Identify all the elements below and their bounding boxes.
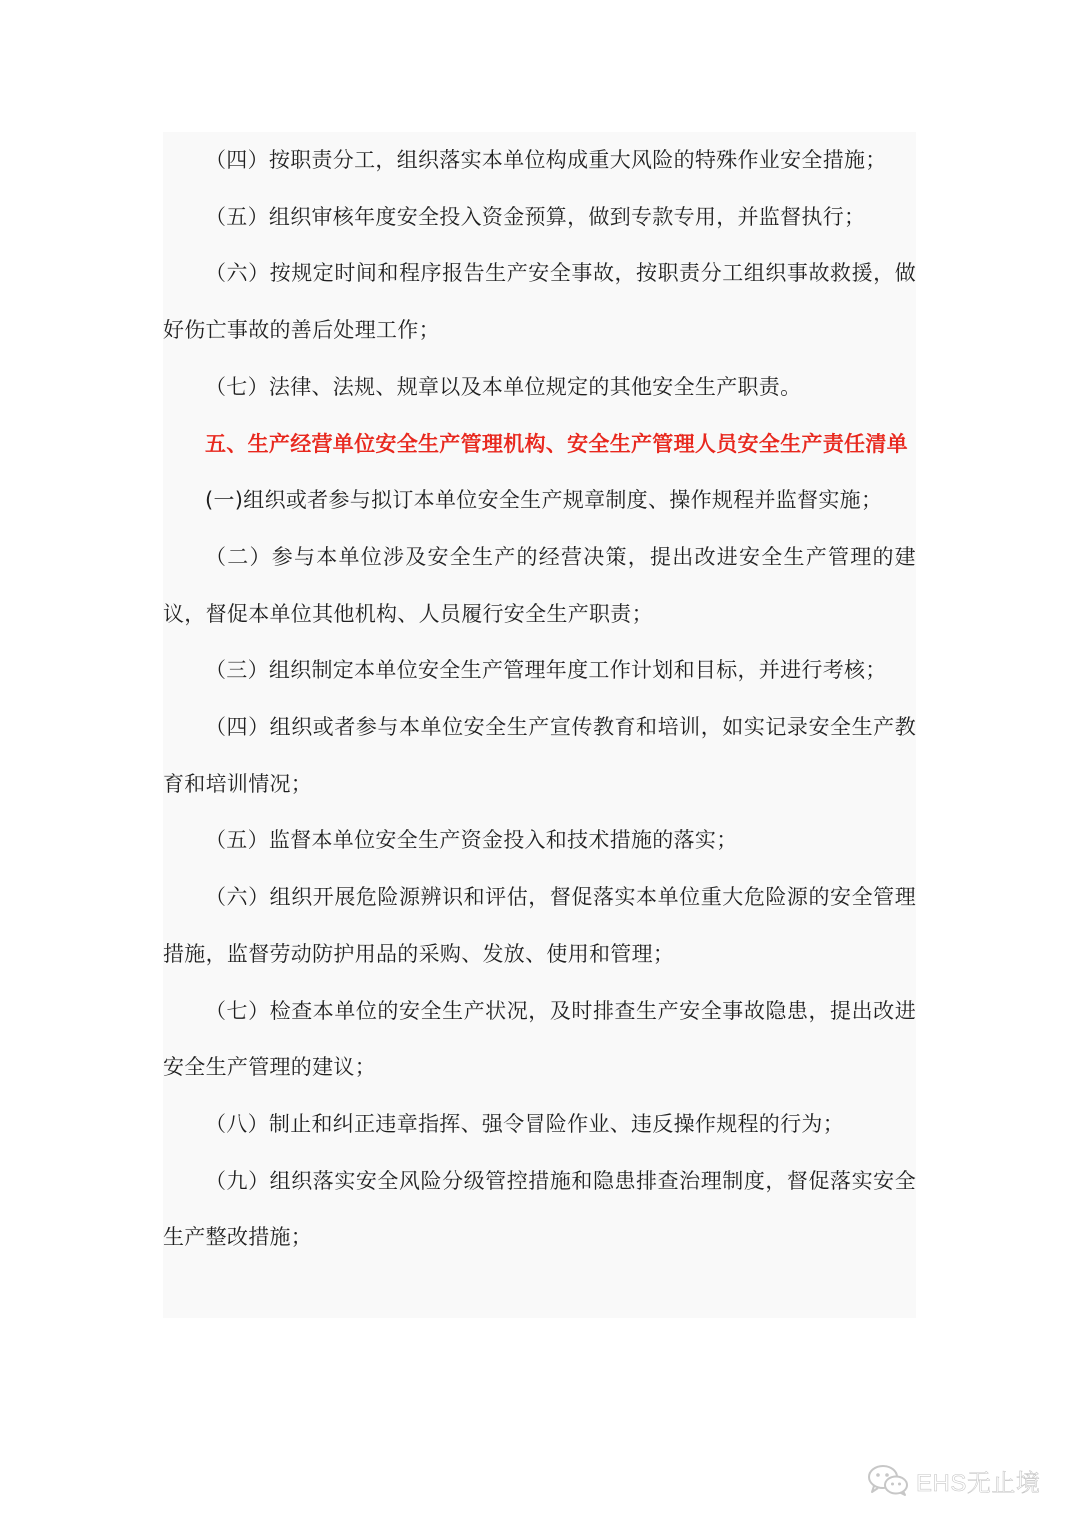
paragraph-4: （四）按职责分工，组织落实本单位构成重大风险的特殊作业安全措施； <box>205 148 887 172</box>
list-item-2: （二）参与本单位涉及安全生产的经营决策，提出改进安全生产管理的建议，督促本单位其他机构、人员履行安全生产职责； <box>163 544 916 626</box>
list-item-6: （六）组织开展危险源辨识和评估，督促落实本单位重大危险源的安全管理措施，监督劳动防护用品的采购、发放、使用和管理； <box>163 885 916 966</box>
list-item-5: （五）监督本单位安全生产资金投入和技术措施的落实； <box>205 828 738 853</box>
list-item-8: （八）制止和纠正违章指挥、强令冒险作业、违反操作规程的行为； <box>205 1111 844 1136</box>
document-content <box>163 132 916 1266</box>
list-item-4: （四）组织或者参与本单位安全生产宣传教育和培训，如实记录安全生产教育和培训情况； <box>163 715 916 796</box>
document-page <box>163 132 916 1318</box>
watermark-text: EHS无止境 <box>916 1469 1041 1497</box>
list-item-9: （九）组织落实安全风险分级管控措施和隐患排查治理制度，督促落实安全生产整改措施； <box>163 1168 916 1250</box>
list-item-7: （七）检查本单位的安全生产状况，及时排查生产安全事故隐患，提出改进安全生产管理的建议； <box>163 998 916 1080</box>
section-heading: 五、生产经营单位安全生产管理机构、安全生产管理人员安全生产责任清单 <box>205 431 908 456</box>
paragraph-5: （五）组织审核年度安全投入资金预算，做到专款专用，并监督执行； <box>205 204 866 229</box>
paragraph-6: （六）按规定时间和程序报告生产安全事故，按职责分工组织事故救援，做好伤亡事故的善后处理工作； <box>163 261 916 343</box>
list-item-3: （三）组织制定本单位安全生产管理年度工作计划和目标，并进行考核； <box>205 658 887 683</box>
paragraph-7: （七）法律、法规、规章以及本单位规定的其他安全生产职责。 <box>205 374 802 399</box>
wechat-icon <box>866 1463 910 1497</box>
watermark <box>866 1460 1040 1500</box>
list-item-1: (一)组织或者参与拟订本单位安全生产规章制度、操作规程并监督实施； <box>205 488 883 513</box>
